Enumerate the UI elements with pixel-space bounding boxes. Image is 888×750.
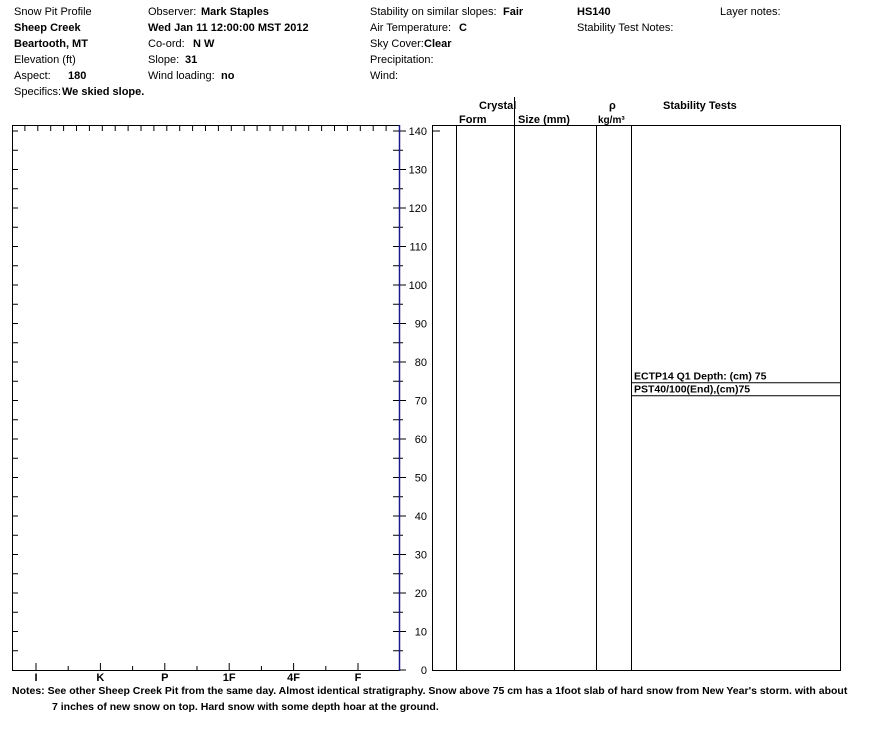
specifics-label: Specifics: <box>14 86 62 98</box>
notes-line-1: See other Sheep Creek Pit from the same day. Almost identical stratigraphy. Snow above 75 cm has a 1foot slab of hard snow from New Year's storm. with about <box>47 685 848 697</box>
hardness-ticks <box>12 125 399 651</box>
hardness-panel <box>13 126 400 671</box>
crystal-table <box>433 126 841 671</box>
stability-label: Stability on similar slopes: <box>370 6 497 18</box>
depth-tick-label: 140 <box>408 126 427 138</box>
depth-tick-label: 120 <box>408 203 427 215</box>
wind-loading-label: Wind loading: <box>148 70 215 82</box>
slope-value: 31 <box>185 54 198 66</box>
size-header: Size (mm) <box>518 114 570 126</box>
hardness-axis-labels <box>34 663 361 684</box>
notes-label: Notes: <box>12 685 45 697</box>
wind-label: Wind: <box>370 70 399 82</box>
sky-cover-label: Sky Cover: <box>370 38 424 50</box>
notes <box>12 683 882 715</box>
depth-tick-label: 10 <box>414 626 427 639</box>
depth-tick-label: 30 <box>414 549 427 562</box>
hardness-label: K <box>96 672 105 684</box>
hardness-label: 4F <box>287 672 301 684</box>
hardness-label: 1F <box>222 672 236 684</box>
stability-tests-header: Stability Tests <box>663 100 737 112</box>
rho-header: ρ <box>609 100 616 112</box>
depth-tick-label: 50 <box>414 472 427 485</box>
elevation-label: Elevation (ft) <box>14 54 76 66</box>
sky-cover-value: Clear <box>424 38 452 50</box>
notes-line-2: 7 inches of new snow on top. Hard snow with some depth hoar at the ground. <box>52 701 439 713</box>
hardness-label: F <box>354 672 362 684</box>
wind-loading-value: no <box>221 70 235 82</box>
stability-test-label: ECTP14 Q1 Depth: (cm) 75 <box>634 370 767 383</box>
stability-value: Fair <box>503 6 524 18</box>
crystal-header: Crystal <box>479 100 517 112</box>
hardness-label: I <box>34 672 38 684</box>
depth-tick-label: 90 <box>414 318 427 331</box>
density-unit-header: kg/m³ <box>598 115 625 126</box>
precip-label: Precipitation: <box>370 54 434 66</box>
specifics-value: We skied slope. <box>62 86 145 98</box>
depth-tick-label: 130 <box>408 164 427 177</box>
depth-tick-label: 40 <box>414 511 427 523</box>
air-temp-value: C <box>459 22 467 34</box>
form-header: Form <box>459 114 487 126</box>
depth-tick-label: 20 <box>414 588 427 600</box>
observer-label: Observer: <box>148 6 197 18</box>
stability-test-notes-label: Stability Test Notes: <box>577 22 674 34</box>
coord-label: Co-ord: <box>148 38 185 50</box>
air-temp-label: Air Temperature: <box>370 22 452 34</box>
aspect-label: Aspect: <box>14 70 51 82</box>
aspect-value: 180 <box>68 70 87 82</box>
depth-tick-label: 80 <box>414 357 427 369</box>
location-name: Sheep Creek <box>14 22 81 34</box>
region-name: Beartooth, MT <box>14 38 88 50</box>
hs-value: HS140 <box>577 6 611 18</box>
depth-axis <box>400 126 440 677</box>
depth-tick-label: 110 <box>409 241 427 254</box>
observation-datetime: Wed Jan 11 12:00:00 MST 2012 <box>148 22 309 34</box>
depth-tick-label: 70 <box>414 395 427 408</box>
slope-label: Slope: <box>148 54 180 66</box>
stability-test-label: PST40/100(End),(cm)75 <box>634 383 751 396</box>
hardness-label: P <box>161 672 169 684</box>
layer-notes-label: Layer notes: <box>720 6 781 18</box>
stability-test-rows <box>632 370 841 396</box>
depth-tick-label: 100 <box>408 280 427 292</box>
observer-value: Mark Staples <box>201 6 269 18</box>
depth-tick-label: 0 <box>420 665 427 677</box>
depth-tick-label: 60 <box>414 434 427 446</box>
coord-value: N W <box>193 38 215 50</box>
profile-title: Snow Pit Profile <box>14 6 92 18</box>
